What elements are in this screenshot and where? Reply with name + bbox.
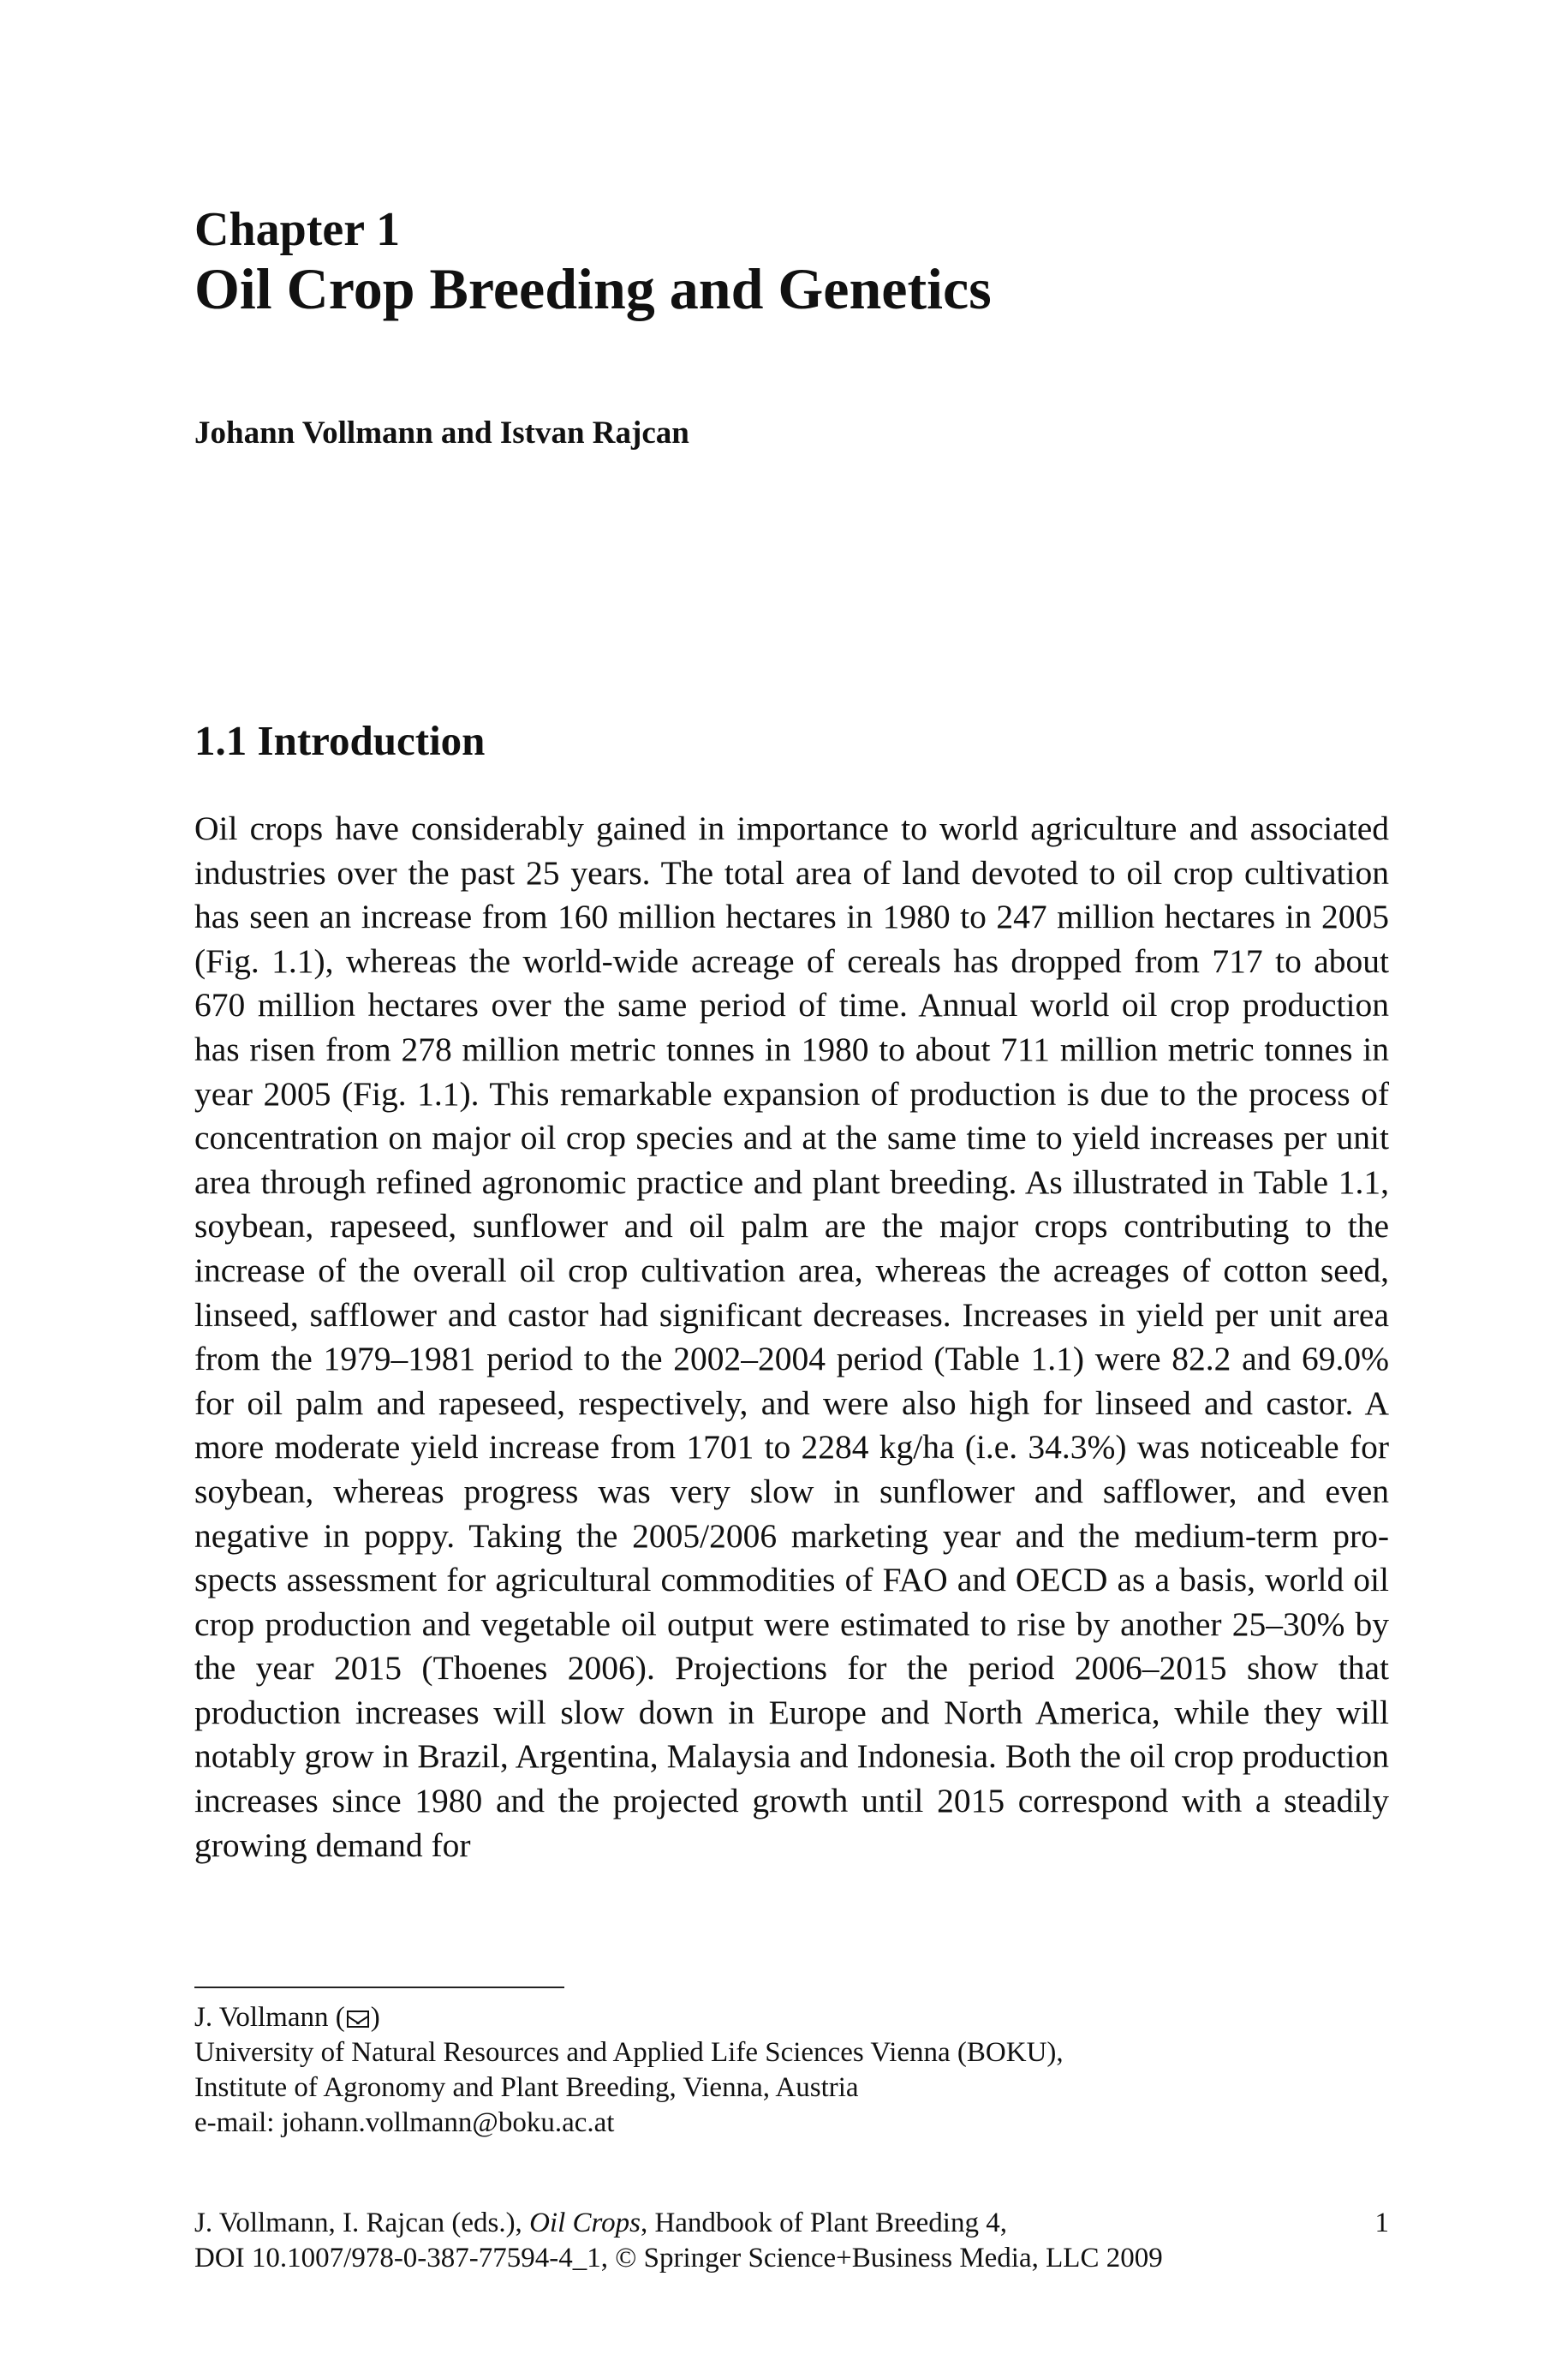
author-footnote [194, 2000, 1389, 2141]
author-names: Johann Vollmann and Istvan Rajcan [194, 415, 689, 451]
citation-line-2: DOI 10.1007/978-0-387-77594-4_1, © Springer Science+Business Media, LLC 2009 [194, 2243, 1163, 2273]
footnote-author-name: J. Vollmann ( [194, 2002, 345, 2033]
chapter-title: Oil Crop Breeding and Genetics [194, 256, 992, 321]
page-number: 1 [1374, 2208, 1389, 2238]
chapter-label: Chapter 1 [194, 203, 401, 256]
citation-book-title: Oil Crops [529, 2208, 641, 2238]
footnote-affiliation-2: Institute of Agronomy and Plant Breeding, Vienna, Austria [194, 2072, 859, 2103]
citation-series: , Handbook of Plant Breeding 4, [640, 2208, 1007, 2238]
citation-editors: J. Vollmann, I. Rajcan (eds.), [194, 2208, 530, 2238]
section-heading: 1.1 Introduction [194, 717, 486, 764]
footnote-email: e-mail: johann.vollmann@boku.ac.at [194, 2107, 615, 2138]
footnote-divider [194, 1987, 564, 1988]
envelope-icon [347, 2011, 369, 2028]
footnote-author-line [194, 2000, 1389, 2035]
citation-line-1 [194, 2206, 1389, 2241]
footnote-author-close: ) [370, 2002, 380, 2033]
book-citation [194, 2206, 1389, 2276]
introduction-paragraph: Oil crops have considerably gained in importance to world agriculture and associated industries over the past 25 years. The total area of land devoted to oil crop cultivation has seen an increase from 160 million hectares in 1980 to 247 million hectares in 2005 (Fig. 1.1), whereas the world-wide acreage of cereals has dropped from 717 to about 670 million hectares over the same period of time. Annual world oil crop production has risen from 278 million metric tonnes in 1980 to about 711 million metric tonnes in year 2005 (Fig. 1.1). This remarkable expansion of production is due to the process of concentration on major oil crop species and at the same time to yield increases per unit area through refined agronomic practice and plant breeding. As illustrated in Table 1.1, soybean, rapeseed, sunflower and oil palm are the major crops contributing to the increase of the overall oil crop cultivation area, whereas the acreages of cotton seed, linseed, safflower and castor had significant decreases. Increases in yield per unit area from the 1979–1981 period to the 2002–2004 period (Table 1.1) were 82.2 and 69.0% for oil palm and rapeseed, respectively, and were also high for linseed and castor. A more moderate yield increase from 1701 to 2284 kg/ha (i.e. 34.3%) was noticeable for soybean, whereas progress was very slow in sunflower and safflower, and even negative in poppy. Taking the 2005/2006 marketing year and the medium-term pro-spects assessment for agricultural commodities of FAO and OECD as a basis, world oil crop production and vegetable oil output were estimated to rise by another 25–30% by the year 2015 (Thoenes 2006). Projections for the period 2006–2015 show that production increases will slow down in Europe and North America, while they will notably grow in Brazil, Argentina, Malaysia and Indonesia. Both the oil crop production increases since 1980 and the projected growth until 2015 correspond with a steadily growing demand for [194, 810, 1389, 1864]
footnote-affiliation-1: University of Natural Resources and Applied Life Sciences Vienna (BOKU), [194, 2037, 1064, 2068]
